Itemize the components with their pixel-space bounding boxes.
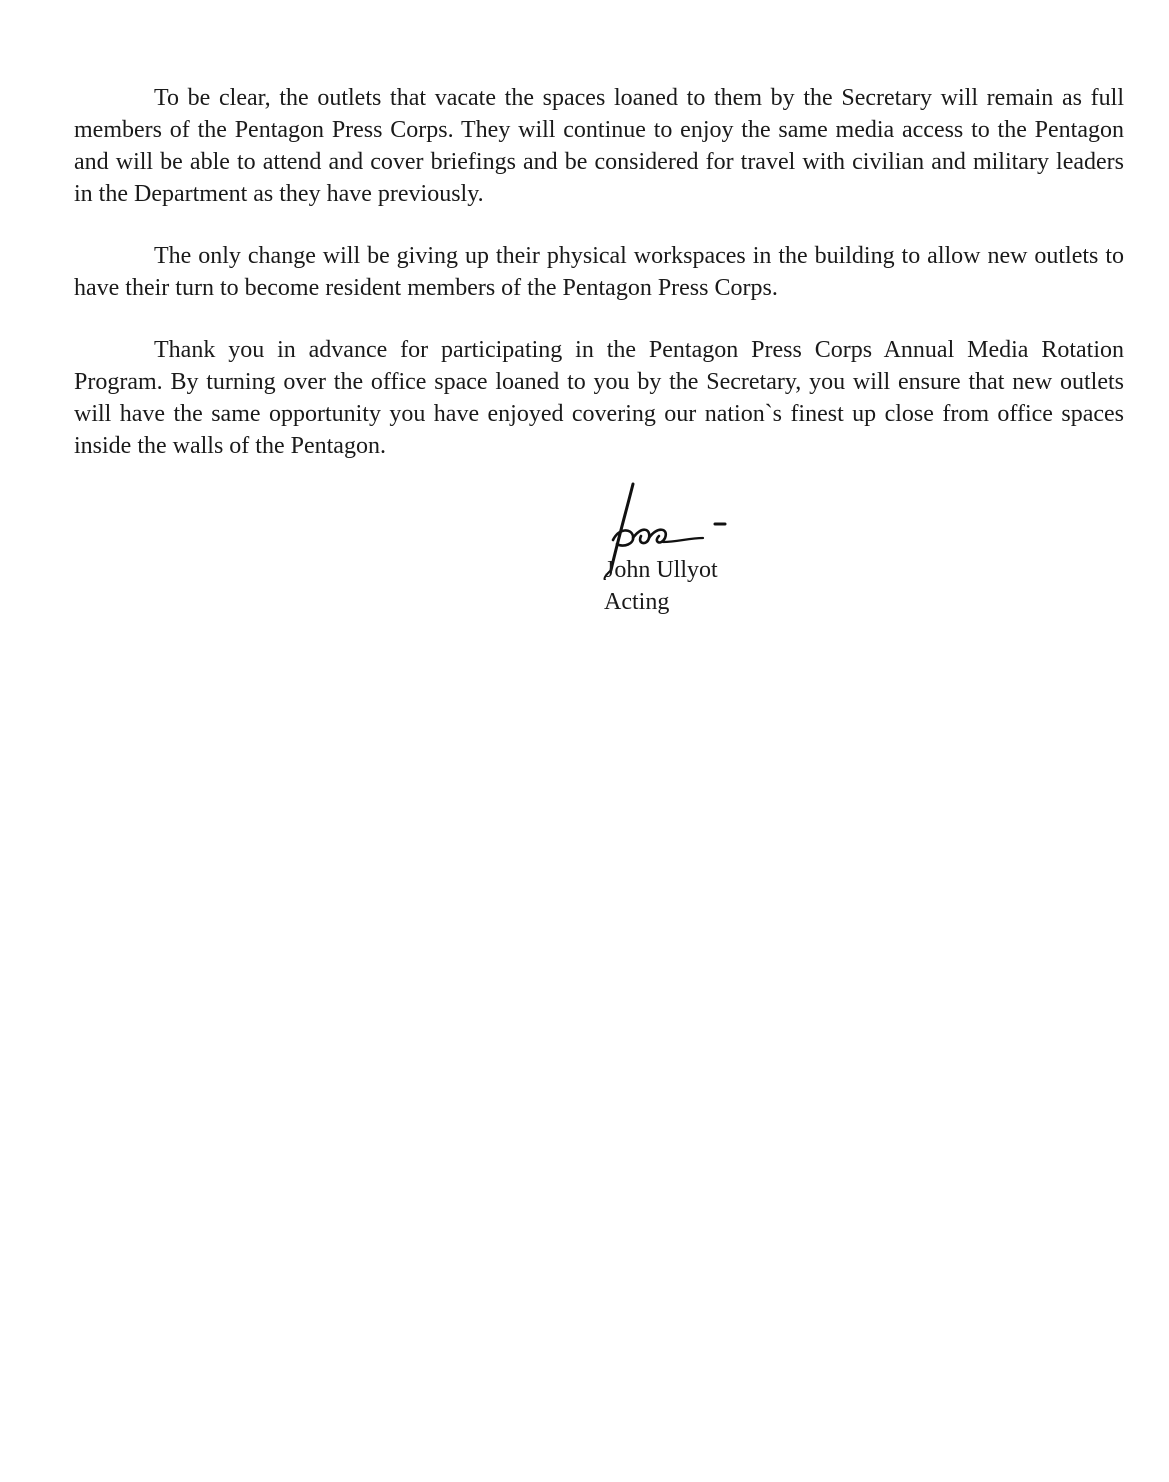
paragraph-workspace-change: The only change will be giving up their physical workspaces in the building to allow new outlets to have their turn to become resident members of the Pentagon Press Corps. [74, 243, 1124, 301]
paragraph-media-access: To be clear, the outlets that vacate the spaces loaned to them by the Secretary will remain as full members of the Pentagon Press Corps. They will continue to enjoy the same media access to the Pentagon and will be able to attend and cover briefings and be considered for travel with civilian and military leaders in the Department as they have previously. [74, 85, 1124, 207]
signer-name: John Ullyot [605, 557, 718, 583]
signer-title: Acting [604, 589, 670, 615]
paragraph-thank-you: Thank you in advance for participating in the Pentagon Press Corps Annual Media Rotation Program. By turning over the office space loaned to you by the Secretary, you will ensure that new outlets will have the same opportunity you have enjoyed covering our nation`s finest up close from office spaces inside the walls of the Pentagon. [74, 337, 1124, 459]
letter-body [74, 82, 1124, 492]
